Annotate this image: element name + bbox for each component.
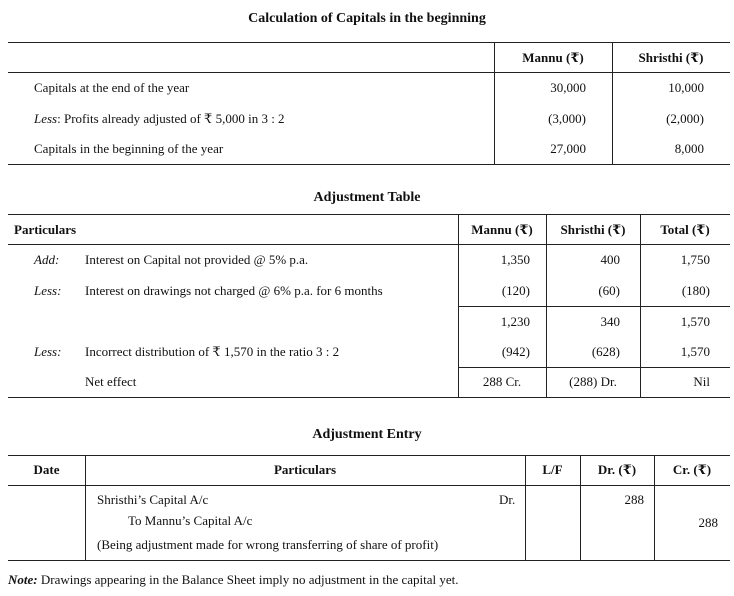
t1-row-prefix: Less [34, 111, 58, 126]
t2-header-mannu: Mannu (₹) [471, 222, 533, 237]
t1-row-shristhi: 10,000 [668, 80, 704, 95]
t2-net-border [458, 367, 730, 368]
t1-top-border [8, 42, 730, 43]
t2-row-prefix: Add: [34, 252, 60, 267]
t2-col-divider-2 [546, 214, 547, 397]
t3-header-cr: Cr. (₹) [672, 462, 712, 477]
t2-row-label: Interest on Capital not provided @ 5% p.a. [85, 252, 309, 267]
t2-header-shristhi: Shristhi (₹) [560, 222, 626, 237]
t3-header-lf: L/F [542, 462, 563, 477]
t2-top-border [8, 214, 730, 215]
t1-row-label: Capitals in the beginning of the year [34, 141, 224, 156]
entry-cr-amount: 288 [698, 515, 718, 530]
t2-col-divider-3 [640, 214, 641, 397]
t1-row-shristhi: 8,000 [674, 141, 704, 156]
t1-bottom-border [8, 164, 730, 165]
t2-row-label: Interest on drawings not charged @ 6% p.a. for 6 months [85, 283, 383, 298]
t2-col-divider-1 [458, 214, 459, 397]
t2-subtotal-shristhi: 340 [600, 314, 620, 329]
entry-dr-marker: Dr. [499, 492, 516, 507]
t2-row-shristhi: (60) [598, 283, 620, 298]
t2-row-mannu: 1,350 [500, 252, 530, 267]
t2-row-label: Incorrect distribution of ₹ 1,570 in the ratio 3 : 2 [85, 344, 340, 359]
t3-header-particulars: Particulars [273, 462, 337, 477]
t3-header-border [8, 485, 730, 486]
entry-dr-amount: 288 [624, 492, 644, 507]
t2-header-particulars: Particulars [14, 222, 77, 237]
t3-header-dr: Dr. (₹) [597, 462, 637, 477]
t1-row-label: Capitals at the end of the year [34, 80, 190, 95]
t1-row-label [34, 111, 285, 127]
adjustment-table-title: Adjustment Table [313, 190, 421, 205]
t2-row-total: 1,570 [680, 344, 710, 359]
t2-bottom-border [8, 397, 730, 398]
t2-row-shristhi: (628) [591, 344, 620, 359]
t1-header-shristhi: Shristhi (₹) [638, 50, 704, 65]
t2-row-shristhi: 400 [600, 252, 620, 267]
entry-credit-account: To Mannu’s Capital A/c [128, 513, 253, 528]
adjustment-entry-title: Adjustment Entry [312, 427, 422, 442]
entry-narration: (Being adjustment made for wrong transferring of share of profit) [97, 537, 439, 552]
note-text: Drawings appearing in the Balance Sheet imply no adjustment in the capital yet. [37, 572, 459, 587]
t1-row-shristhi: (2,000) [666, 111, 704, 126]
t2-row-prefix: Less: [34, 283, 62, 298]
t2-net-effect-shristhi: (288) Dr. [569, 374, 617, 389]
t1-header-mannu: Mannu (₹) [522, 50, 584, 65]
t2-row-total: 1,750 [680, 252, 710, 267]
t2-row-total: (180) [681, 283, 710, 298]
t2-net-effect-total: Nil [693, 374, 710, 389]
t2-row-prefix: Less: [34, 344, 62, 359]
t3-header-date: Date [33, 462, 60, 477]
note [8, 572, 459, 588]
t3-bottom-border [8, 560, 730, 561]
t1-row-mannu: 27,000 [550, 141, 586, 156]
note-label: Note: [8, 572, 38, 587]
t3-top-border [8, 455, 730, 456]
t2-net-effect-mannu: 288 Cr. [482, 374, 522, 389]
t1-row-text: : Profits already adjusted of ₹ 5,000 in 3 : 2 [57, 111, 285, 126]
t2-subtotal-mannu: 1,230 [500, 314, 530, 329]
t2-header-total: Total (₹) [660, 222, 710, 237]
t2-net-effect-label: Net effect [85, 374, 137, 389]
entry-debit-account: Shristhi’s Capital A/c [97, 492, 209, 507]
t1-row-mannu: (3,000) [548, 111, 586, 126]
t1-row-mannu: 30,000 [550, 80, 586, 95]
t2-subtotal-border [458, 306, 730, 307]
t2-row-mannu: (120) [501, 283, 530, 298]
t2-header-border [8, 244, 730, 245]
t2-row-mannu: (942) [501, 344, 530, 359]
capitals-table-title: Calculation of Capitals in the beginning [248, 11, 486, 26]
t2-subtotal-total: 1,570 [680, 314, 710, 329]
t1-header-border [8, 72, 730, 73]
